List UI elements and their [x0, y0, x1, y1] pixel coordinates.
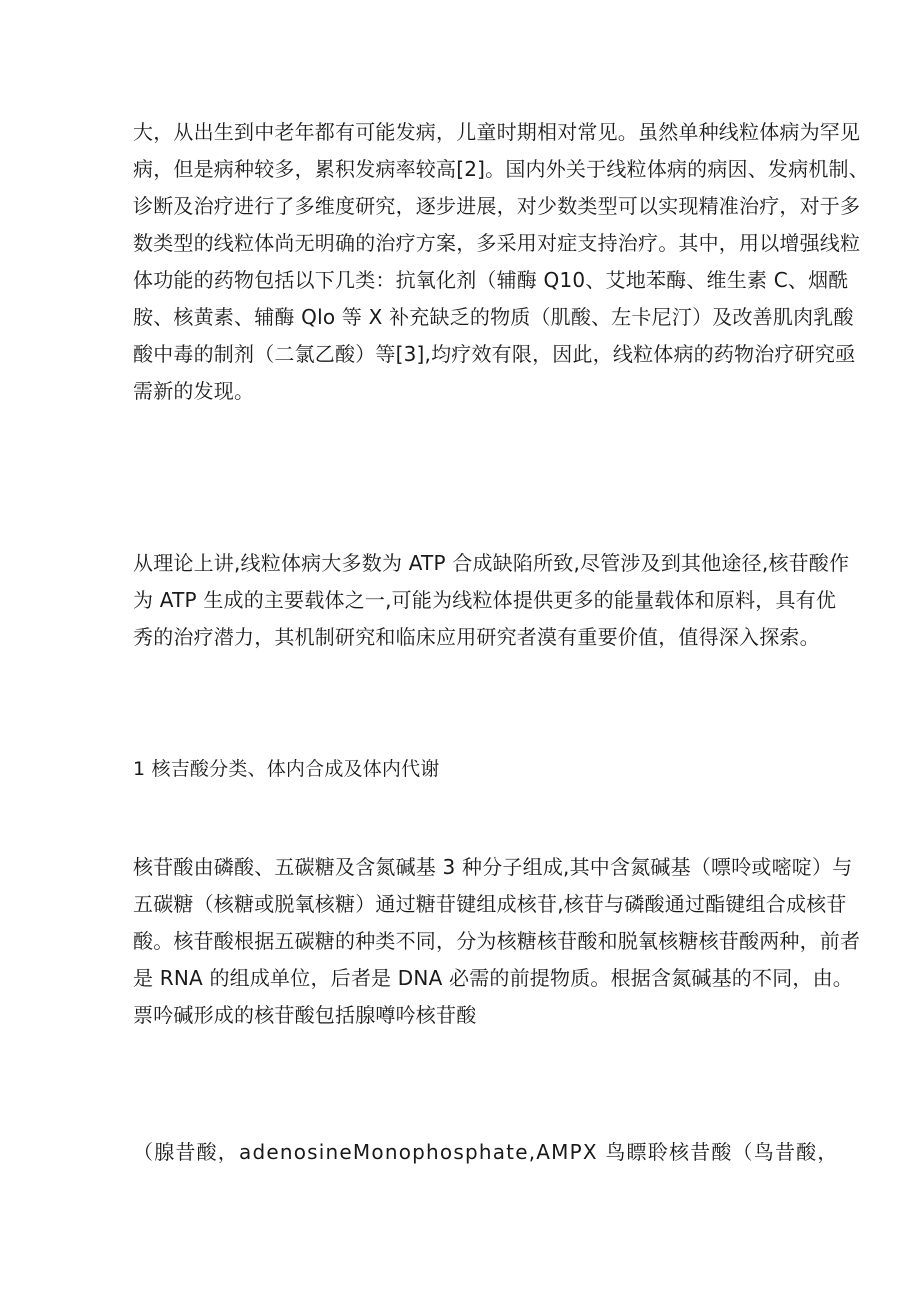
text-line: 数类型的线粒体尚无明确的治疗方案，多采用对症支持治疗。其中，用以增强线粒: [133, 231, 861, 255]
text-line: 酸中毒的制剂（二氯乙酸）等[3],均疗效有限，因此，线粒体病的药物治疗研究亟: [133, 342, 856, 366]
text-line: 大，从出生到中老年都有可能发病，儿童时期相对常见。虽然单种线粒体病为罕见: [133, 120, 861, 144]
paragraph-nucleotide-composition: [133, 849, 861, 1034]
text-line: 核苷酸由磷酸、五碳糖及含氮碱基 3 种分子组成,其中含氮碱基（嘌呤或嘧啶）与: [133, 855, 853, 879]
text-line: 诊断及治疗进行了多维度研究，逐步进展，对少数类型可以实现精准治疗，对于多: [133, 194, 861, 218]
text-line: 病，但是病种较多，累积发病率较高[2]。国内外关于线粒体病的病因、发病机制、: [133, 157, 869, 181]
section-heading: [133, 751, 813, 788]
text-line: 酸。核苷酸根据五碳糖的种类不同，分为核糖核苷酸和脱氧核糖核苷酸两种，前者: [133, 929, 861, 953]
paragraph-atp-theory: [133, 545, 850, 656]
text-line: 是 RNA 的组成单位，后者是 DNA 必需的前提物质。根据含氮碱基的不同，由。: [133, 966, 854, 990]
text-line: 胺、核黄素、辅酶 Qlo 等 X 补充缺乏的物质（肌酸、左卡尼汀）及改善肌肉乳酸: [133, 305, 854, 329]
paragraph-mitochondrial-disease-overview: [133, 114, 869, 410]
section-heading-text: 1 核吉酸分类、体内合成及体内代谢: [133, 758, 440, 780]
text-line: 票吟碱形成的核苷酸包括腺噂吟核苷酸: [133, 1003, 477, 1027]
text-line: 为 ATP 生成的主要载体之一,可能为线粒体提供更多的能量载体和原料，具有优: [133, 588, 837, 612]
paragraph-amp-definition: [133, 1134, 839, 1171]
text-line: 从理论上讲,线粒体病大多数为 ATP 合成缺陷所致,尽管涉及到其他途径,核苷酸作: [133, 551, 850, 575]
text-line: 五碳糖（核糖或脱氧核糖）通过糖苷键组成核苷,核苷与磷酸通过酯键组合成核苷: [133, 892, 847, 916]
text-line: 需新的发现。: [133, 379, 255, 403]
text-line: 体功能的药物包括以下几类：抗氧化剂（辅酶 Q10、艾地苯酶、维生素 C、烟酰: [133, 268, 849, 292]
text-line: （腺昔酸，adenosineMonophosphate,AMPX 鸟瞟聆核昔酸（鸟昔酸，: [133, 1140, 839, 1164]
text-line: 秀的治疗潜力，其机制研究和临床应用研究者漠有重要价值，值得深入探索。: [133, 625, 820, 649]
